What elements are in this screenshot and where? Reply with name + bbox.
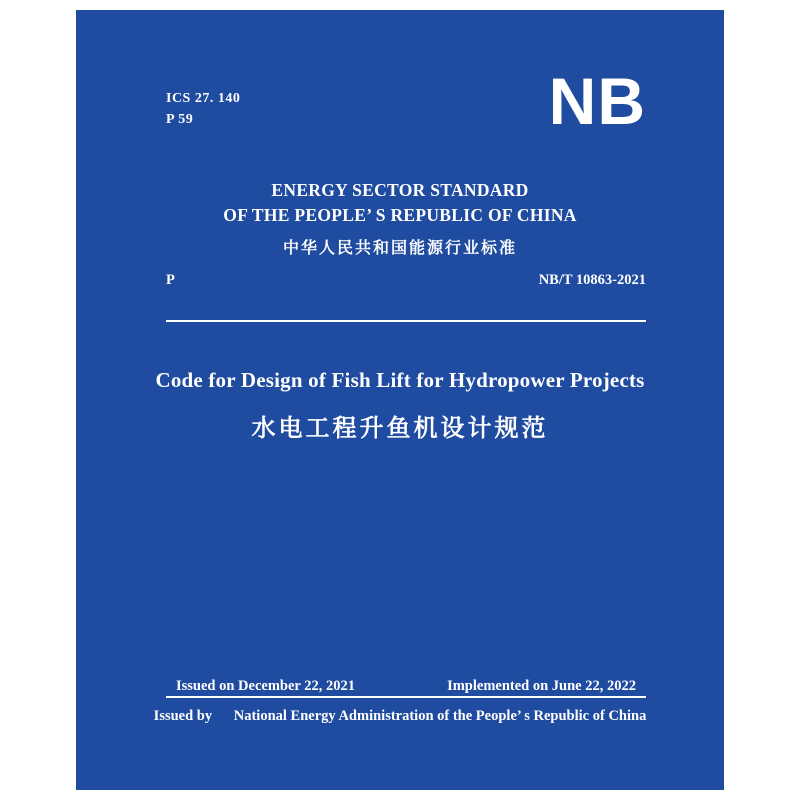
standard-header-line2: OF THE PEOPLE’ S REPUBLIC OF CHINA <box>223 205 577 226</box>
issued-by-label: Issued by <box>153 708 213 724</box>
implemented-date: Implemented on June 22, 2022 <box>447 678 636 694</box>
dates-row <box>176 678 636 695</box>
classification-letter: P <box>166 272 175 288</box>
classification-code: P 59 <box>166 112 194 127</box>
issued-by-row <box>76 708 724 725</box>
ics-number: ICS 27. 140 <box>166 91 241 106</box>
standard-cover <box>76 10 724 790</box>
code-row <box>166 272 646 289</box>
issued-date: Issued on December 22, 2021 <box>176 678 355 694</box>
divider-bottom <box>166 696 646 698</box>
standard-header <box>76 178 724 229</box>
standard-number: NB/T 10863-2021 <box>538 272 646 288</box>
nb-logo: NB <box>548 64 646 138</box>
standard-header-chinese: 中华人民共和国能源行业标准 <box>282 238 517 257</box>
standard-header-line1: ENERGY SECTOR STANDARD <box>271 180 529 200</box>
ics-classification-block <box>166 88 240 130</box>
divider-top <box>166 320 646 322</box>
issuing-organization: National Energy Administration of the People’ s Republic of China <box>233 708 647 724</box>
title-chinese: 水电工程升鱼机设计规范 <box>251 414 549 442</box>
title-english: Code for Design of Fish Lift for Hydropower Projects <box>155 368 645 392</box>
